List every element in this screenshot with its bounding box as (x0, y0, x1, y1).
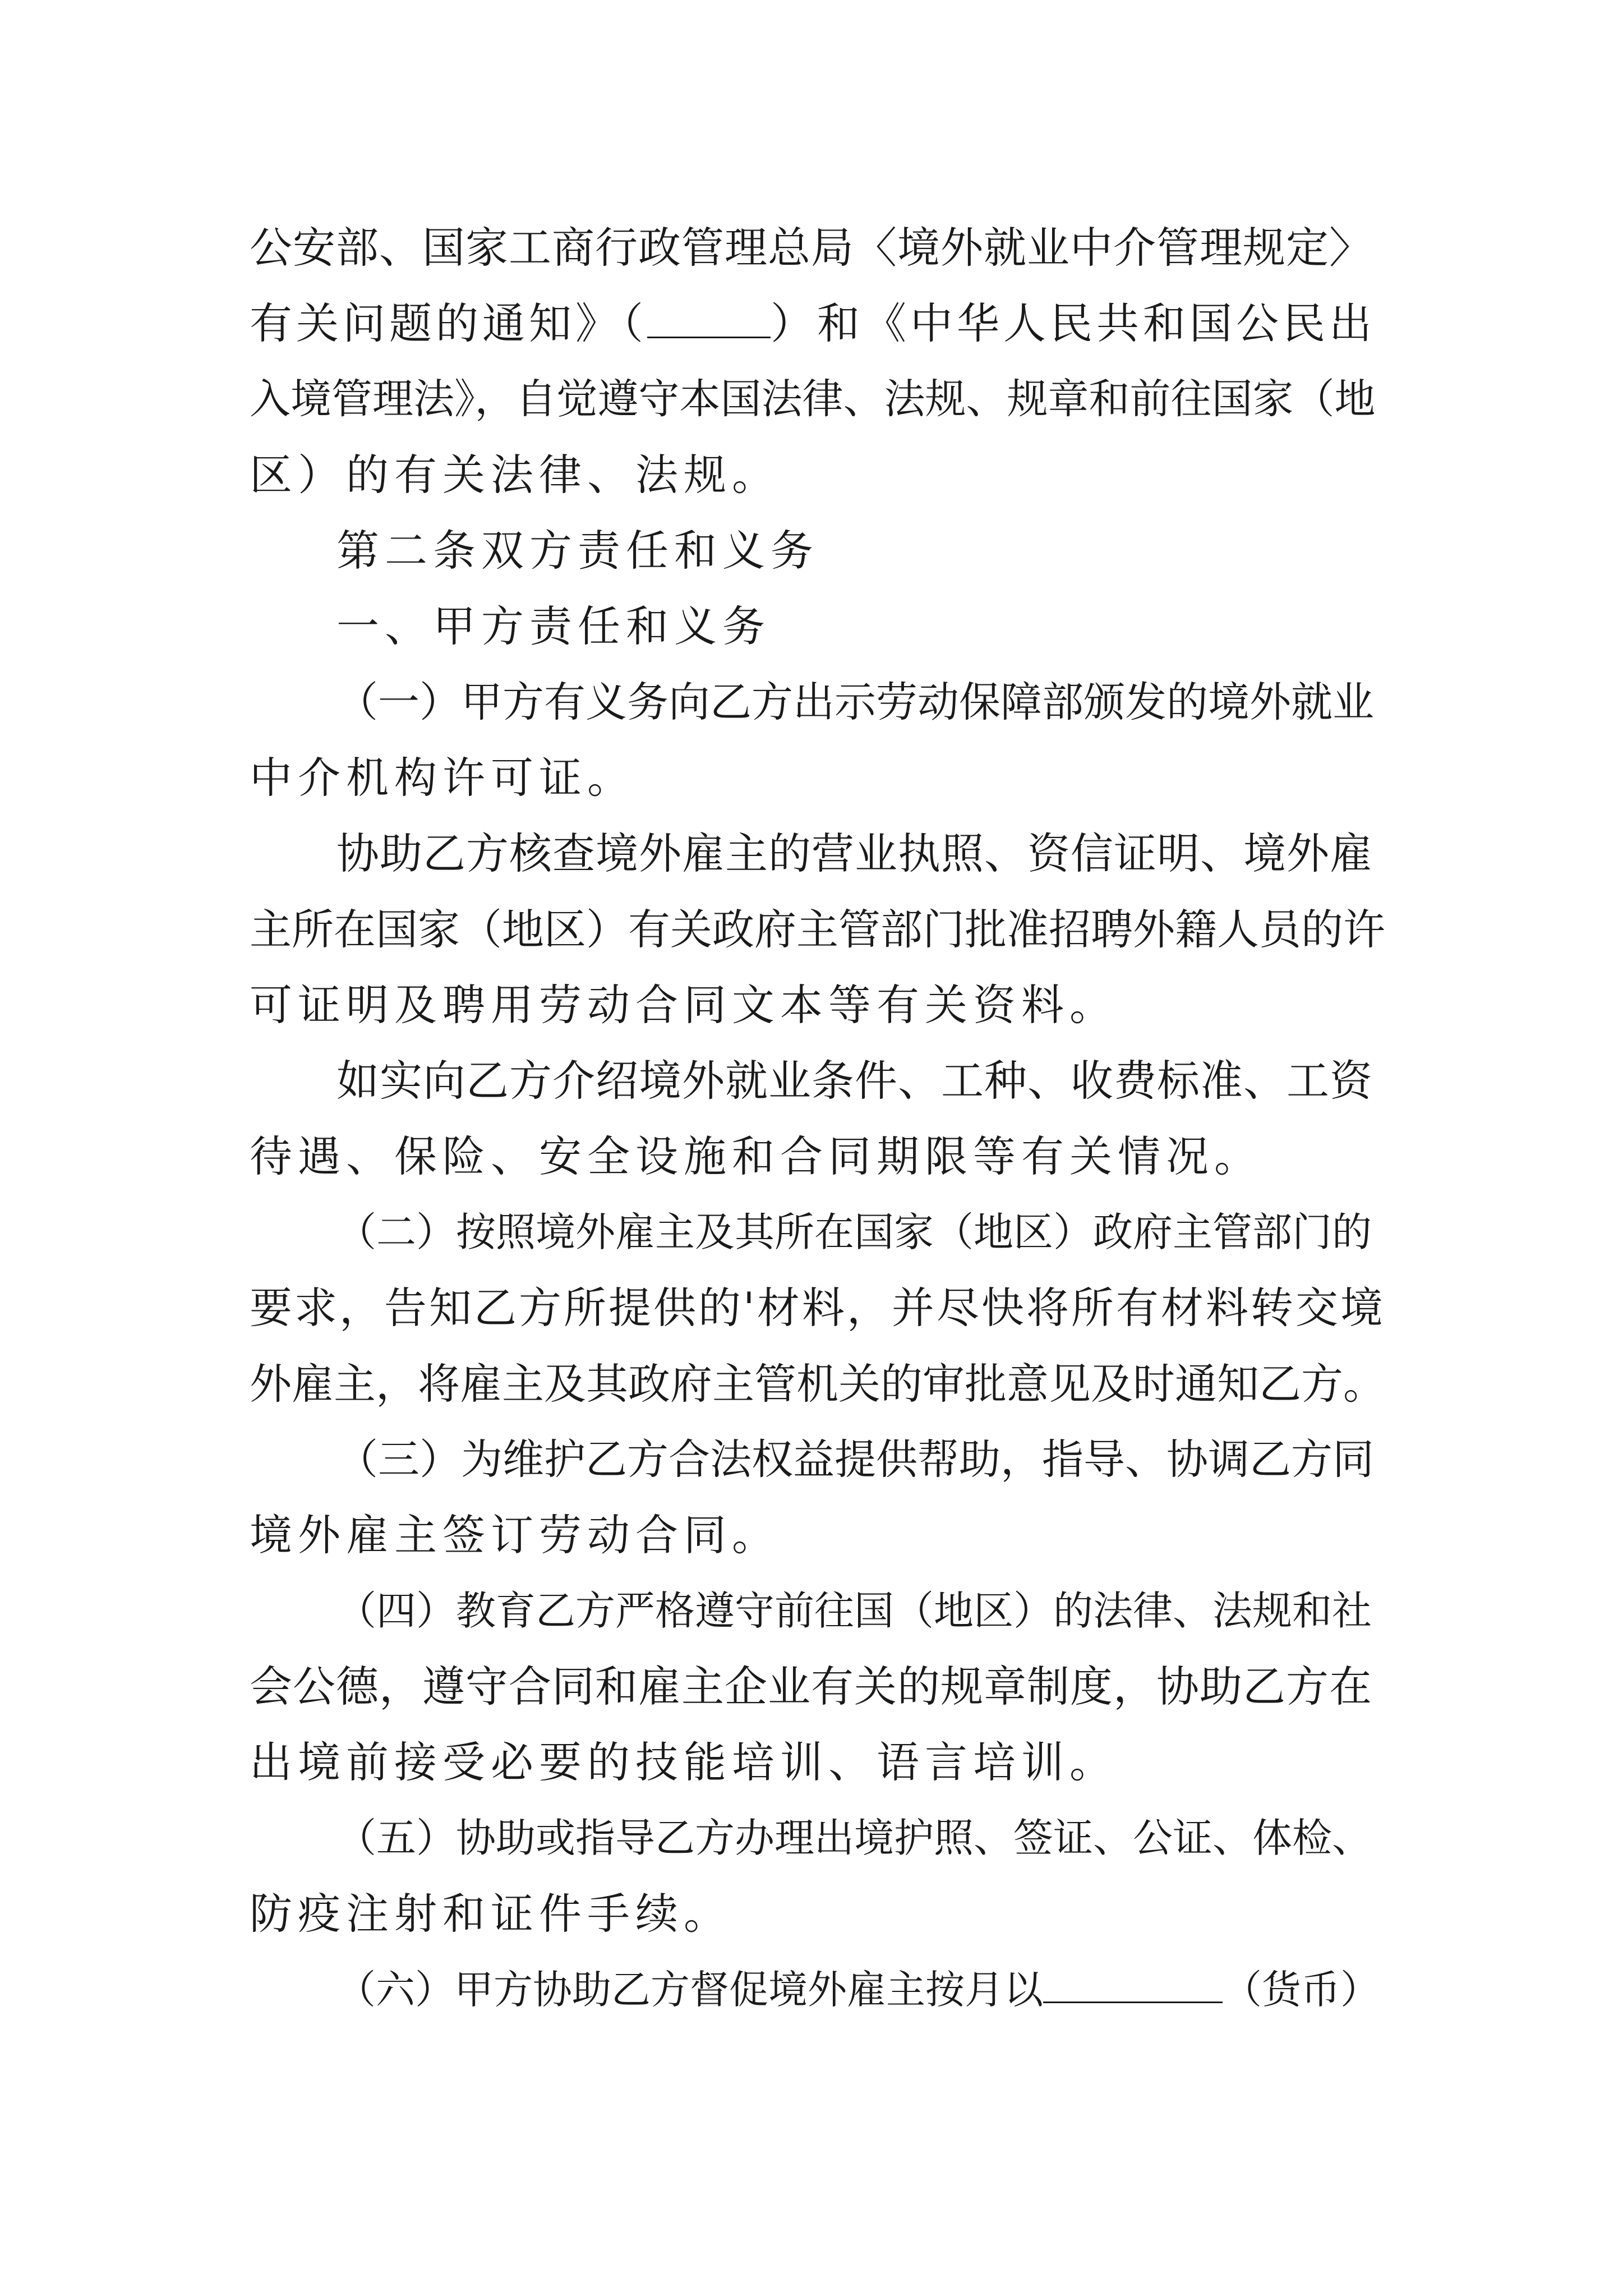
paragraph-1-line-3: 入境管理法》，自觉遵守本国法律、法规、规章和前往国家（地 (250, 375, 1376, 423)
section-heading-article-2: 第二条双方责任和义务 (336, 526, 819, 576)
clause-3-line-1: （三）为维护乙方合法权益提供帮助，指导、协调乙方同 (336, 1435, 1374, 1484)
clause-verify-line-2: 主所在国家（地区）有关政府主管部门批准招聘外籍人员的许 (250, 905, 1386, 954)
clause-verify-line-3: 可证明及聘用劳动合同文本等有关资料。 (250, 980, 1118, 1030)
clause-4-line-2: 会公德，遵守合同和雇主企业有关的规章制度，协助乙方在 (250, 1662, 1372, 1711)
clause-2-line-1: （二）按照境外雇主及其所在国家（地区）政府主管部门的 (336, 1209, 1372, 1255)
document-number-blank[interactable] (647, 297, 771, 338)
clause-6-line-1 (336, 1962, 1380, 2018)
clause-6-line-1-after: （货币） (1223, 1967, 1380, 2013)
clause-5-line-1: （五）协助或指导乙方办理出境护照、签证、公证、体检、 (336, 1815, 1372, 1861)
clause-1-line-2: 中介机构许可证。 (250, 753, 635, 803)
paragraph-1-line-2 (250, 296, 1376, 352)
clause-4-line-3: 出境前接受必要的技能培训、语言培训。 (250, 1737, 1118, 1787)
clause-2-line-2: 要求，告知乙方所提供的'材料，并尽快将所有材料转交境 (250, 1283, 1385, 1333)
paragraph-1-line-2-after: ）和《中华人民共和国公民出 (771, 298, 1376, 348)
subsection-heading-party-a: 一、甲方责任和义务 (336, 601, 771, 651)
clause-verify-line-1: 协助乙方核查境外雇主的营业执照、资信证明、境外雇 (336, 829, 1373, 878)
clause-3-line-2: 境外雇主签订劳动合同。 (250, 1510, 780, 1560)
clause-5-line-2: 防疫注射和证件手续。 (250, 1889, 732, 1939)
clause-introduce-line-1: 如实向乙方介绍境外就业条件、工种、收费标准、工资 (336, 1056, 1373, 1106)
paragraph-1-line-4: 区）的有关法律、法规。 (250, 450, 780, 500)
clause-2-line-3: 外雇主，将雇主及其政府主管机关的审批意见及时通知乙方。 (250, 1359, 1386, 1409)
clause-1-line-1: （一）甲方有义务向乙方出示劳动保障部颁发的境外就业 (336, 678, 1374, 726)
paragraph-1-line-1: 公安部、国家工商行政管理总局〈境外就业中介管理规定〉 (250, 223, 1372, 273)
paragraph-1-line-2-before: 有关问题的通知》（ (250, 298, 647, 348)
clause-6-line-1-before: （六）甲方协助乙方督促境外雇主按月以 (336, 1967, 1043, 2013)
clause-introduce-line-2: 待遇、保险、安全设施和合同期限等有关情况。 (250, 1131, 1262, 1181)
clause-4-line-1: （四）教育乙方严格遵守前往国（地区）的法律、法规和社 (336, 1588, 1372, 1634)
currency-amount-blank[interactable] (1043, 1962, 1223, 2003)
